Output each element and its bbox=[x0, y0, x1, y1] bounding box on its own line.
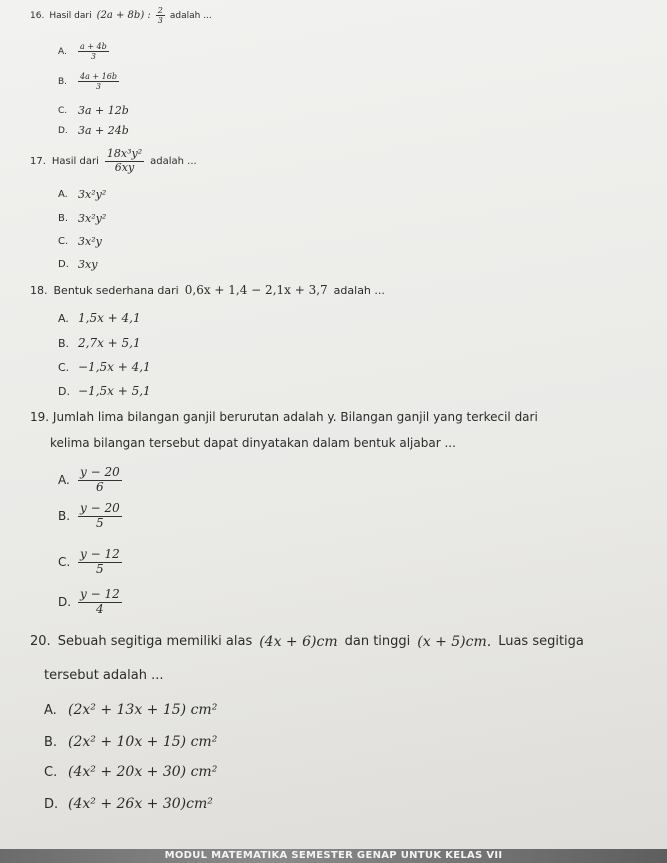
question-line-1: Jumlah lima bilangan ganjil berurutan adalah y. Bilangan ganjil yang terkecil dari bbox=[52, 410, 538, 424]
option-fraction: $\frac{4a + 16b}{3}$ bbox=[80, 72, 117, 92]
option-19-c[interactable]: C. $\frac{y - 12}{5}$ bbox=[58, 547, 120, 576]
option-20-d[interactable]: D. (4x² + 26x + 30)cm² bbox=[44, 796, 213, 812]
base-expression: (4x + 6)cm bbox=[259, 634, 338, 650]
question-18 bbox=[30, 283, 385, 297]
option-18-b[interactable]: B. 2,7x + 5,1 bbox=[58, 336, 141, 350]
option-fraction: $\frac{y - 12}{5}$ bbox=[80, 547, 120, 576]
option-fraction: $\frac{y - 12}{4}$ bbox=[80, 587, 120, 616]
option-19-a[interactable]: A. $\frac{y - 20}{6}$ bbox=[58, 465, 120, 494]
question-fraction: $\frac{\text{18x³y²}}{6xy}$ bbox=[106, 147, 143, 174]
question-suffix: adalah ... bbox=[150, 155, 197, 167]
option-fraction: $\frac{y - 20}{6}$ bbox=[80, 465, 120, 494]
question-number: 16. bbox=[30, 10, 45, 21]
question-suffix: adalah ... bbox=[333, 283, 385, 297]
question-line-2: kelima bilangan tersebut dapat dinyatakan dalam bentuk aljabar ... bbox=[50, 436, 456, 450]
option-17-b[interactable]: B. 3x²y² bbox=[58, 212, 107, 225]
option-19-b[interactable]: B. $\frac{y - 20}{5}$ bbox=[58, 501, 120, 530]
question-prefix: Hasil dari bbox=[51, 155, 99, 167]
question-fraction: $\frac{2}{3}$ bbox=[157, 6, 163, 26]
option-fraction: $\frac{a + 4b}{3}$ bbox=[80, 42, 107, 62]
option-20-c[interactable]: C. (4x² + 20x + 30) cm² bbox=[44, 764, 218, 780]
question-17 bbox=[30, 148, 197, 174]
question-prefix: Bentuk sederhana dari bbox=[53, 283, 179, 297]
question-number: 18. bbox=[30, 283, 48, 297]
option-16-c[interactable]: C. 3a + 12b bbox=[58, 104, 129, 117]
footer-text: MODUL MATEMATIKA SEMESTER GENAP UNTUK KELAS VII bbox=[164, 850, 503, 861]
option-17-c[interactable]: C. 3x²y bbox=[58, 235, 102, 248]
question-expression: (2a + 8b) : bbox=[96, 10, 151, 22]
question-16 bbox=[30, 6, 212, 25]
question-20 bbox=[30, 632, 655, 686]
question-expression: 0,6x + 1,4 − 2,1x + 3,7 bbox=[184, 283, 328, 297]
question-suffix: adalah ... bbox=[169, 10, 212, 21]
option-18-d[interactable]: D. −1,5x + 5,1 bbox=[58, 384, 151, 398]
question-line-1a: Sebuah segitiga memiliki alas bbox=[57, 634, 253, 649]
height-expression: (x + 5)cm. bbox=[417, 634, 492, 650]
option-20-a[interactable]: A. (2x² + 13x + 15) cm² bbox=[44, 702, 218, 718]
option-16-a[interactable]: A. $\frac{a + 4b}{3}$ bbox=[58, 42, 107, 62]
question-number: 17. bbox=[30, 155, 46, 167]
option-17-d[interactable]: D. 3xy bbox=[58, 258, 98, 271]
question-line-1c: Luas segitiga bbox=[498, 634, 584, 649]
option-18-a[interactable]: A. 1,5x + 4,1 bbox=[58, 311, 141, 325]
question-line-1b: dan tinggi bbox=[344, 634, 411, 649]
question-19 bbox=[30, 408, 650, 452]
option-fraction: $\frac{y - 20}{5}$ bbox=[80, 501, 120, 530]
question-prefix: Hasil dari bbox=[49, 10, 92, 21]
option-18-c[interactable]: C. −1,5x + 4,1 bbox=[58, 360, 151, 374]
option-19-d[interactable]: D. $\frac{y - 12}{4}$ bbox=[58, 587, 120, 616]
option-16-d[interactable]: D. 3a + 24b bbox=[58, 124, 129, 137]
question-line-2: tersebut adalah ... bbox=[44, 668, 164, 683]
option-16-b[interactable]: B. $\frac{4a + 16b}{3}$ bbox=[58, 72, 117, 92]
option-20-b[interactable]: B. (2x² + 10x + 15) cm² bbox=[44, 734, 218, 750]
option-17-a[interactable]: A. 3x²y² bbox=[58, 188, 107, 201]
question-number: 20. bbox=[30, 634, 51, 649]
question-number: 19. bbox=[30, 410, 50, 424]
